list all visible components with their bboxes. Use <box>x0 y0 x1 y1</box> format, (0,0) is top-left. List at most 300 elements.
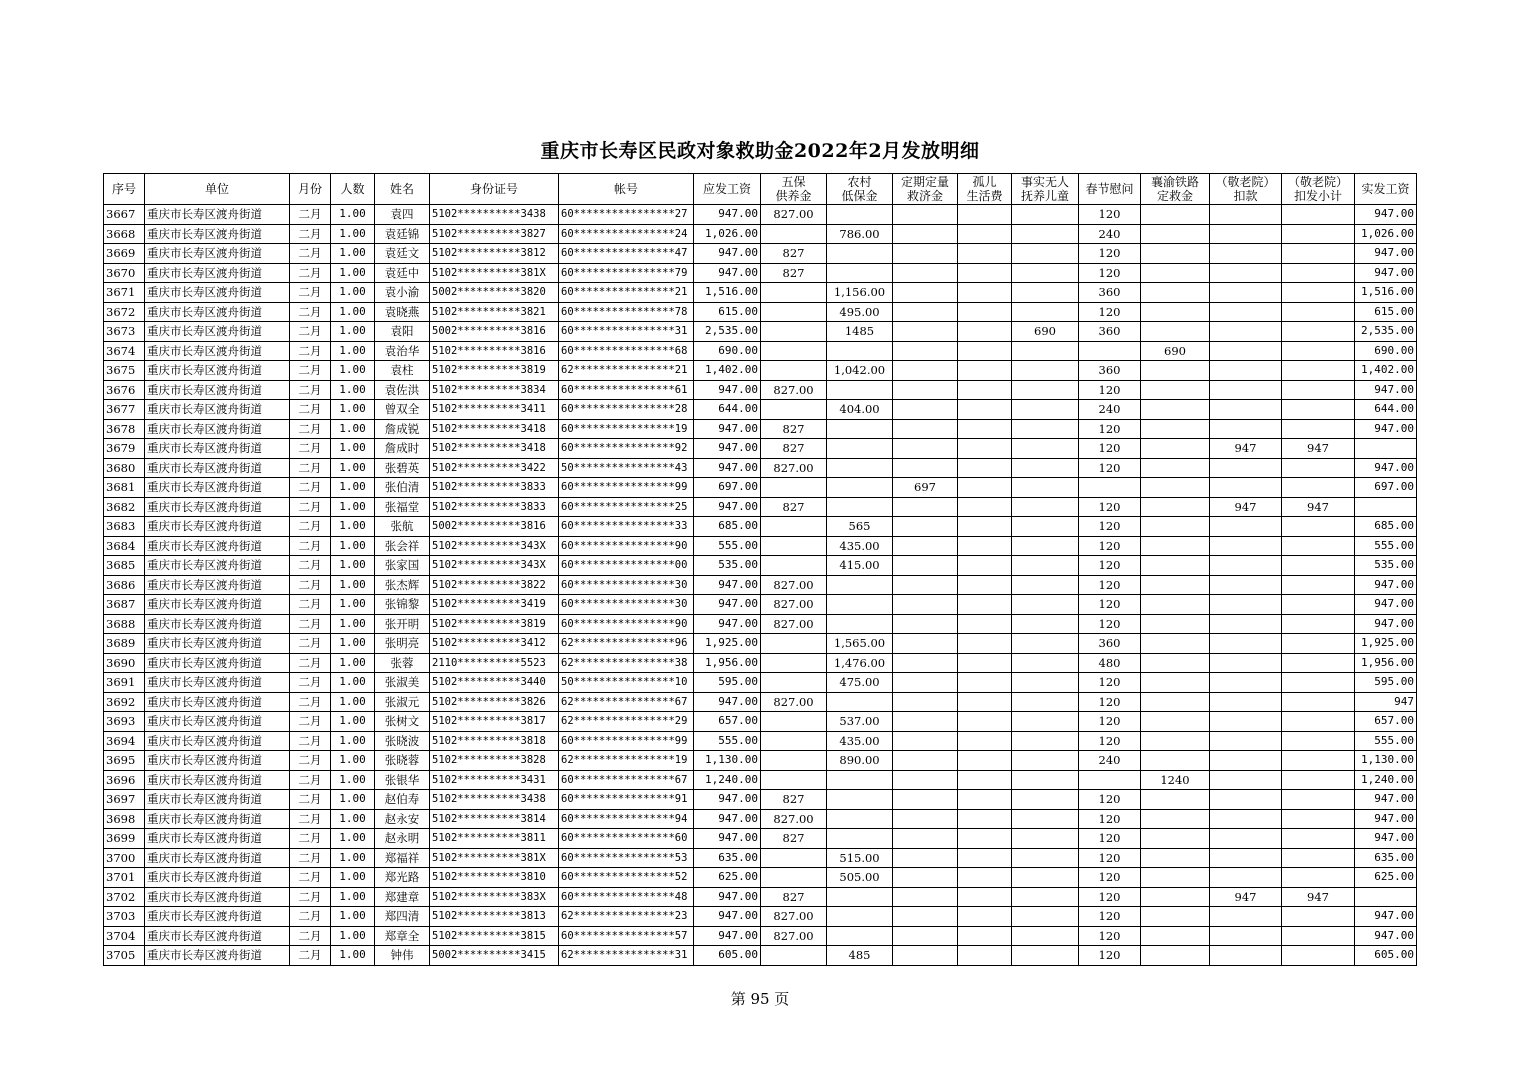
cell-name: 张碧英 <box>375 458 430 478</box>
cell-jlyuan-subtotal <box>1282 926 1355 946</box>
column-header-jlyuan-subtotal: （敬老院） 扣发小计 <box>1282 174 1355 205</box>
cell-festival: 120 <box>1079 692 1141 712</box>
cell-account: 60****************47 <box>559 244 694 264</box>
cell-dibao: 1485 <box>827 322 893 342</box>
cell-headcount: 1.00 <box>331 868 375 888</box>
cell-unit: 重庆市长寿区渡舟街道 <box>145 517 290 537</box>
cell-seq: 3703 <box>104 907 145 927</box>
cell-dingqi <box>893 907 958 927</box>
cell-payable: 1,925.00 <box>694 634 761 654</box>
cell-account: 62****************67 <box>559 692 694 712</box>
cell-dingqi <box>893 809 958 829</box>
cell-dibao: 565 <box>827 517 893 537</box>
cell-name: 袁廷锦 <box>375 224 430 244</box>
cell-unit: 重庆市长寿区渡舟街道 <box>145 458 290 478</box>
cell-xiangyu <box>1141 653 1210 673</box>
cell-dingqi <box>893 634 958 654</box>
cell-xiangyu <box>1141 439 1210 459</box>
cell-account: 60****************60 <box>559 829 694 849</box>
cell-month: 二月 <box>290 692 331 712</box>
cell-wubao: 827.00 <box>761 692 827 712</box>
cell-payable: 1,402.00 <box>694 361 761 381</box>
cell-unit: 重庆市长寿区渡舟街道 <box>145 263 290 283</box>
cell-jlyuan-deduct <box>1210 731 1282 751</box>
cell-wubao <box>761 224 827 244</box>
cell-orphan <box>958 458 1012 478</box>
cell-seq: 3695 <box>104 751 145 771</box>
cell-seq: 3699 <box>104 829 145 849</box>
cell-name: 赵伯寿 <box>375 790 430 810</box>
cell-payable: 2,535.00 <box>694 322 761 342</box>
cell-xiangyu: 1240 <box>1141 770 1210 790</box>
table-row <box>104 926 1417 946</box>
cell-unattended-child <box>1012 439 1079 459</box>
cell-month: 二月 <box>290 361 331 381</box>
cell-name: 张会祥 <box>375 536 430 556</box>
cell-orphan <box>958 848 1012 868</box>
cell-unit: 重庆市长寿区渡舟街道 <box>145 322 290 342</box>
cell-account: 60****************61 <box>559 380 694 400</box>
cell-seq: 3674 <box>104 341 145 361</box>
cell-unattended-child <box>1012 205 1079 225</box>
cell-jlyuan-subtotal <box>1282 283 1355 303</box>
cell-actual: 947.00 <box>1355 907 1417 927</box>
cell-unit: 重庆市长寿区渡舟街道 <box>145 809 290 829</box>
cell-month: 二月 <box>290 653 331 673</box>
cell-account: 60****************28 <box>559 400 694 420</box>
cell-wubao <box>761 751 827 771</box>
cell-month: 二月 <box>290 419 331 439</box>
cell-actual: 947.00 <box>1355 419 1417 439</box>
cell-wubao: 827.00 <box>761 575 827 595</box>
cell-xiangyu <box>1141 556 1210 576</box>
cell-wubao <box>761 731 827 751</box>
cell-xiangyu <box>1141 907 1210 927</box>
cell-dibao <box>827 341 893 361</box>
cell-orphan <box>958 809 1012 829</box>
cell-payable: 947.00 <box>694 809 761 829</box>
cell-month: 二月 <box>290 224 331 244</box>
cell-festival: 240 <box>1079 400 1141 420</box>
cell-id-number: 5102**********3419 <box>430 595 559 615</box>
cell-jlyuan-deduct <box>1210 926 1282 946</box>
table-row <box>104 575 1417 595</box>
cell-wubao <box>761 283 827 303</box>
cell-seq: 3705 <box>104 946 145 966</box>
cell-orphan <box>958 400 1012 420</box>
cell-dibao <box>827 419 893 439</box>
cell-jlyuan-deduct <box>1210 575 1282 595</box>
cell-dingqi <box>893 790 958 810</box>
cell-dibao: 415.00 <box>827 556 893 576</box>
cell-wubao <box>761 653 827 673</box>
cell-name: 赵永明 <box>375 829 430 849</box>
cell-headcount: 1.00 <box>331 478 375 498</box>
cell-payable: 1,026.00 <box>694 224 761 244</box>
cell-wubao: 827.00 <box>761 595 827 615</box>
cell-account: 60****************68 <box>559 341 694 361</box>
cell-unattended-child <box>1012 907 1079 927</box>
column-header-actual: 实发工资 <box>1355 174 1417 205</box>
cell-account: 60****************52 <box>559 868 694 888</box>
cell-seq: 3700 <box>104 848 145 868</box>
cell-id-number: 5102**********3422 <box>430 458 559 478</box>
cell-jlyuan-deduct <box>1210 283 1282 303</box>
cell-jlyuan-subtotal <box>1282 458 1355 478</box>
cell-id-number: 5102**********3819 <box>430 614 559 634</box>
cell-wubao: 827 <box>761 244 827 264</box>
cell-seq: 3670 <box>104 263 145 283</box>
cell-id-number: 5102**********3821 <box>430 302 559 322</box>
cell-jlyuan-subtotal <box>1282 419 1355 439</box>
table-row <box>104 731 1417 751</box>
cell-actual: 644.00 <box>1355 400 1417 420</box>
table-row <box>104 653 1417 673</box>
cell-wubao <box>761 478 827 498</box>
table-row <box>104 302 1417 322</box>
cell-dingqi <box>893 536 958 556</box>
cell-jlyuan-deduct <box>1210 341 1282 361</box>
cell-account: 62****************96 <box>559 634 694 654</box>
cell-jlyuan-subtotal <box>1282 673 1355 693</box>
cell-xiangyu <box>1141 224 1210 244</box>
cell-id-number: 5002**********3820 <box>430 283 559 303</box>
table-row <box>104 692 1417 712</box>
cell-unit: 重庆市长寿区渡舟街道 <box>145 926 290 946</box>
cell-month: 二月 <box>290 731 331 751</box>
cell-unattended-child <box>1012 946 1079 966</box>
cell-unattended-child <box>1012 244 1079 264</box>
cell-id-number: 5102**********3815 <box>430 926 559 946</box>
cell-festival: 240 <box>1079 224 1141 244</box>
cell-orphan <box>958 478 1012 498</box>
cell-festival: 120 <box>1079 868 1141 888</box>
cell-payable: 947.00 <box>694 439 761 459</box>
cell-unit: 重庆市长寿区渡舟街道 <box>145 634 290 654</box>
cell-wubao: 827.00 <box>761 809 827 829</box>
cell-dibao: 495.00 <box>827 302 893 322</box>
cell-actual: 947.00 <box>1355 458 1417 478</box>
column-header-seq: 序号 <box>104 174 145 205</box>
cell-unattended-child <box>1012 673 1079 693</box>
cell-unit: 重庆市长寿区渡舟街道 <box>145 224 290 244</box>
cell-id-number: 5102**********343X <box>430 536 559 556</box>
table-row <box>104 536 1417 556</box>
cell-account: 60****************24 <box>559 224 694 244</box>
cell-payable: 947.00 <box>694 497 761 517</box>
table-row <box>104 595 1417 615</box>
cell-jlyuan-deduct <box>1210 400 1282 420</box>
cell-dingqi <box>893 770 958 790</box>
cell-account: 60****************99 <box>559 731 694 751</box>
cell-jlyuan-subtotal <box>1282 614 1355 634</box>
cell-dibao: 475.00 <box>827 673 893 693</box>
cell-seq: 3682 <box>104 497 145 517</box>
cell-seq: 3669 <box>104 244 145 264</box>
cell-dibao <box>827 887 893 907</box>
cell-name: 袁小渝 <box>375 283 430 303</box>
cell-name: 郑建章 <box>375 887 430 907</box>
cell-month: 二月 <box>290 283 331 303</box>
cell-account: 60****************90 <box>559 536 694 556</box>
cell-dingqi <box>893 673 958 693</box>
column-header-wubao: 五保 供养金 <box>761 174 827 205</box>
cell-seq: 3692 <box>104 692 145 712</box>
cell-xiangyu <box>1141 283 1210 303</box>
cell-seq: 3693 <box>104 712 145 732</box>
cell-unattended-child <box>1012 751 1079 771</box>
cell-payable: 605.00 <box>694 946 761 966</box>
cell-jlyuan-deduct <box>1210 205 1282 225</box>
cell-jlyuan-deduct <box>1210 653 1282 673</box>
cell-wubao: 827.00 <box>761 380 827 400</box>
relief-payment-table <box>103 173 1417 966</box>
cell-unattended-child <box>1012 478 1079 498</box>
cell-actual: 1,516.00 <box>1355 283 1417 303</box>
cell-seq: 3672 <box>104 302 145 322</box>
cell-account: 60****************91 <box>559 790 694 810</box>
cell-unattended-child <box>1012 536 1079 556</box>
cell-wubao <box>761 868 827 888</box>
cell-seq: 3684 <box>104 536 145 556</box>
cell-dibao: 1,476.00 <box>827 653 893 673</box>
cell-unit: 重庆市长寿区渡舟街道 <box>145 614 290 634</box>
cell-jlyuan-deduct <box>1210 946 1282 966</box>
cell-xiangyu <box>1141 244 1210 264</box>
document-title: 重庆市长寿区民政对象救助金2022年2月发放明细 <box>540 140 980 162</box>
cell-xiangyu <box>1141 809 1210 829</box>
cell-jlyuan-subtotal <box>1282 478 1355 498</box>
cell-headcount: 1.00 <box>331 731 375 751</box>
cell-orphan <box>958 868 1012 888</box>
cell-account: 50****************43 <box>559 458 694 478</box>
cell-dibao <box>827 790 893 810</box>
cell-dingqi <box>893 380 958 400</box>
cell-account: 60****************67 <box>559 770 694 790</box>
cell-payable: 947.00 <box>694 907 761 927</box>
cell-dibao <box>827 907 893 927</box>
cell-seq: 3679 <box>104 439 145 459</box>
cell-unit: 重庆市长寿区渡舟街道 <box>145 244 290 264</box>
cell-jlyuan-subtotal <box>1282 536 1355 556</box>
cell-id-number: 5002**********3415 <box>430 946 559 966</box>
cell-headcount: 1.00 <box>331 712 375 732</box>
cell-seq: 3673 <box>104 322 145 342</box>
cell-orphan <box>958 887 1012 907</box>
cell-orphan <box>958 692 1012 712</box>
cell-name: 张蓉 <box>375 653 430 673</box>
table-row <box>104 224 1417 244</box>
cell-seq: 3671 <box>104 283 145 303</box>
cell-unit: 重庆市长寿区渡舟街道 <box>145 692 290 712</box>
cell-actual: 595.00 <box>1355 673 1417 693</box>
cell-wubao: 827 <box>761 790 827 810</box>
cell-month: 二月 <box>290 478 331 498</box>
cell-seq: 3688 <box>104 614 145 634</box>
cell-jlyuan-subtotal <box>1282 712 1355 732</box>
cell-id-number: 5102**********3810 <box>430 868 559 888</box>
cell-month: 二月 <box>290 790 331 810</box>
cell-jlyuan-deduct: 947 <box>1210 887 1282 907</box>
cell-festival: 360 <box>1079 634 1141 654</box>
cell-seq: 3690 <box>104 653 145 673</box>
cell-month: 二月 <box>290 712 331 732</box>
column-header-dingqi: 定期定量 救济金 <box>893 174 958 205</box>
cell-payable: 595.00 <box>694 673 761 693</box>
cell-dibao <box>827 497 893 517</box>
cell-id-number: 5102**********381X <box>430 848 559 868</box>
column-header-name: 姓名 <box>375 174 430 205</box>
cell-unit: 重庆市长寿区渡舟街道 <box>145 829 290 849</box>
cell-headcount: 1.00 <box>331 419 375 439</box>
cell-name: 张航 <box>375 517 430 537</box>
cell-month: 二月 <box>290 614 331 634</box>
cell-dibao <box>827 439 893 459</box>
cell-name: 张淑美 <box>375 673 430 693</box>
cell-id-number: 5102**********3827 <box>430 224 559 244</box>
cell-unit: 重庆市长寿区渡舟街道 <box>145 868 290 888</box>
cell-headcount: 1.00 <box>331 302 375 322</box>
cell-dibao: 505.00 <box>827 868 893 888</box>
cell-unit: 重庆市长寿区渡舟街道 <box>145 205 290 225</box>
cell-seq: 3686 <box>104 575 145 595</box>
cell-dibao <box>827 575 893 595</box>
cell-wubao <box>761 556 827 576</box>
cell-jlyuan-subtotal <box>1282 868 1355 888</box>
cell-wubao: 827 <box>761 439 827 459</box>
cell-wubao <box>761 536 827 556</box>
cell-wubao <box>761 400 827 420</box>
cell-festival: 120 <box>1079 946 1141 966</box>
cell-jlyuan-deduct <box>1210 848 1282 868</box>
cell-headcount: 1.00 <box>331 263 375 283</box>
cell-name: 赵永安 <box>375 809 430 829</box>
cell-unattended-child <box>1012 302 1079 322</box>
cell-jlyuan-subtotal <box>1282 848 1355 868</box>
cell-wubao <box>761 673 827 693</box>
cell-festival: 120 <box>1079 790 1141 810</box>
cell-jlyuan-deduct <box>1210 244 1282 264</box>
cell-jlyuan-subtotal <box>1282 302 1355 322</box>
table-row <box>104 439 1417 459</box>
cell-jlyuan-deduct <box>1210 380 1282 400</box>
table-row <box>104 634 1417 654</box>
cell-jlyuan-subtotal <box>1282 322 1355 342</box>
cell-month: 二月 <box>290 926 331 946</box>
cell-headcount: 1.00 <box>331 751 375 771</box>
cell-seq: 3701 <box>104 868 145 888</box>
cell-name: 张家国 <box>375 556 430 576</box>
cell-seq: 3676 <box>104 380 145 400</box>
cell-headcount: 1.00 <box>331 790 375 810</box>
cell-payable: 947.00 <box>694 614 761 634</box>
cell-account: 60****************33 <box>559 517 694 537</box>
cell-headcount: 1.00 <box>331 907 375 927</box>
cell-month: 二月 <box>290 634 331 654</box>
cell-unit: 重庆市长寿区渡舟街道 <box>145 907 290 927</box>
cell-actual: 947.00 <box>1355 205 1417 225</box>
cell-festival: 120 <box>1079 556 1141 576</box>
cell-headcount: 1.00 <box>331 244 375 264</box>
cell-jlyuan-subtotal <box>1282 556 1355 576</box>
cell-seq: 3683 <box>104 517 145 537</box>
table-row <box>104 946 1417 966</box>
cell-month: 二月 <box>290 673 331 693</box>
cell-jlyuan-deduct <box>1210 770 1282 790</box>
table-row <box>104 848 1417 868</box>
cell-name: 郑四清 <box>375 907 430 927</box>
table-row <box>104 419 1417 439</box>
cell-name: 詹成锐 <box>375 419 430 439</box>
cell-unattended-child <box>1012 341 1079 361</box>
cell-jlyuan-deduct <box>1210 595 1282 615</box>
cell-actual: 1,240.00 <box>1355 770 1417 790</box>
cell-jlyuan-deduct <box>1210 224 1282 244</box>
cell-account: 62****************19 <box>559 751 694 771</box>
cell-seq: 3677 <box>104 400 145 420</box>
cell-unattended-child <box>1012 380 1079 400</box>
cell-id-number: 5002**********3816 <box>430 517 559 537</box>
cell-name: 张淑元 <box>375 692 430 712</box>
cell-id-number: 5102**********381X <box>430 263 559 283</box>
cell-wubao: 827 <box>761 419 827 439</box>
cell-payable: 947.00 <box>694 380 761 400</box>
cell-headcount: 1.00 <box>331 614 375 634</box>
cell-festival: 120 <box>1079 595 1141 615</box>
cell-jlyuan-subtotal <box>1282 829 1355 849</box>
cell-festival: 120 <box>1079 517 1141 537</box>
cell-month: 二月 <box>290 205 331 225</box>
cell-payable: 535.00 <box>694 556 761 576</box>
cell-dingqi <box>893 926 958 946</box>
cell-month: 二月 <box>290 458 331 478</box>
cell-festival: 360 <box>1079 283 1141 303</box>
cell-payable: 947.00 <box>694 790 761 810</box>
cell-unattended-child <box>1012 712 1079 732</box>
column-header-festival: 春节慰问 <box>1079 174 1141 205</box>
cell-account: 60****************31 <box>559 322 694 342</box>
cell-account: 60****************21 <box>559 283 694 303</box>
cell-jlyuan-deduct <box>1210 790 1282 810</box>
cell-month: 二月 <box>290 887 331 907</box>
cell-payable: 697.00 <box>694 478 761 498</box>
cell-dibao: 515.00 <box>827 848 893 868</box>
table-row <box>104 556 1417 576</box>
cell-seq: 3681 <box>104 478 145 498</box>
cell-unit: 重庆市长寿区渡舟街道 <box>145 887 290 907</box>
cell-jlyuan-deduct <box>1210 419 1282 439</box>
cell-actual: 697.00 <box>1355 478 1417 498</box>
cell-orphan <box>958 673 1012 693</box>
cell-unattended-child <box>1012 868 1079 888</box>
cell-dingqi <box>893 887 958 907</box>
cell-unattended-child <box>1012 634 1079 654</box>
cell-actual <box>1355 497 1417 517</box>
cell-wubao <box>761 322 827 342</box>
cell-account: 60****************78 <box>559 302 694 322</box>
cell-xiangyu <box>1141 595 1210 615</box>
cell-jlyuan-deduct <box>1210 361 1282 381</box>
cell-actual: 947.00 <box>1355 809 1417 829</box>
cell-account: 60****************79 <box>559 263 694 283</box>
cell-payable: 685.00 <box>694 517 761 537</box>
column-header-payable: 应发工资 <box>694 174 761 205</box>
cell-seq: 3675 <box>104 361 145 381</box>
cell-actual: 625.00 <box>1355 868 1417 888</box>
cell-wubao <box>761 946 827 966</box>
cell-festival: 360 <box>1079 322 1141 342</box>
cell-dingqi <box>893 848 958 868</box>
